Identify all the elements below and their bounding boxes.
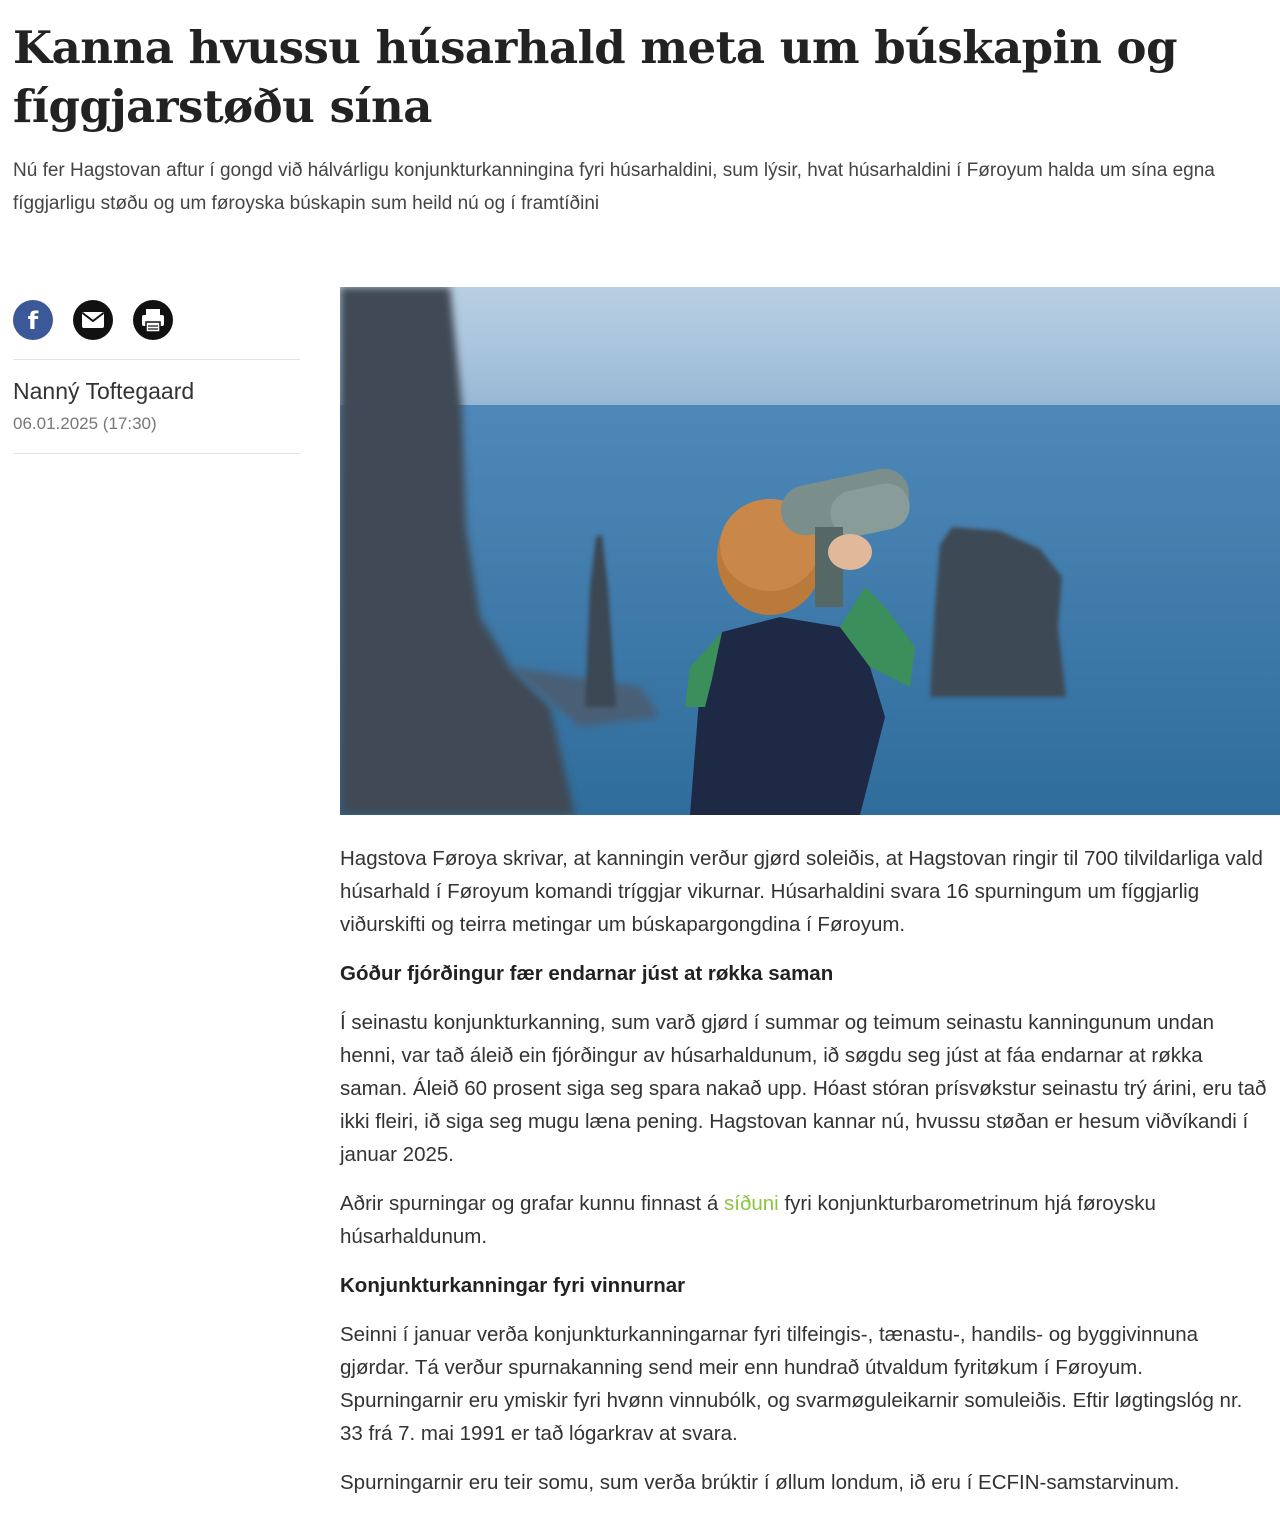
hero-image	[340, 287, 1280, 815]
article-paragraph: Í seinastu konjunkturkanning, sum varð gjørd í summar og teimum seinastu kanningunum undan henni, var tað áleið ein fjórðingur av húsarhaldunum, ið søgdu seg júst at fáa endarnar at røkka saman. Áleið 60 prosent siga seg spara nakað upp. Hóast stóran prísvøkstur seinastu trý árini, eru tað ikki fleiri, ið siga seg mugu læna pening. Hagstovan kannar nú, hvussu støðan er hesum viðvíkandi í januar 2025.	[340, 1011, 1267, 1166]
share-buttons	[13, 299, 300, 340]
article-subheading: Góður fjórðingur fær endarnar júst at røkka saman	[340, 962, 834, 985]
article-subheading: Konjunkturkanningar fyri vinnurnar	[340, 1274, 686, 1297]
envelope-icon	[73, 300, 113, 340]
svg-text:f: f	[27, 306, 39, 335]
source-link[interactable]: síðuni	[724, 1192, 779, 1215]
article-body	[340, 842, 1270, 1515]
sidebar-divider	[13, 359, 300, 360]
paragraph-text: fyri konjunkturbarometrinum hjá føroysku húsarhaldunum.	[340, 1192, 1156, 1248]
facebook-icon	[13, 300, 53, 340]
article-paragraph: Seinni í januar verða konjunkturkanningarnar fyri tilfeingis-, tænastu-, handils- og byggivinnuna gjørdar. Tá verður spurnakanning send meir enn hundrað útvaldum fyritøkum í Føroyum. Spurningarnir eru ymiskir fyri hvønn vinnubólk, og svarmøguleikarnir somuleiðis. Eftir løgtingslóg nr. 33 frá 7. mai 1991 er tað lógarkrav at svara.	[340, 1323, 1243, 1445]
article-paragraph: Spurningarnir eru teir somu, sum verða brúktir í øllum londum, ið eru í ECFIN-samstarvinum.	[340, 1471, 1180, 1494]
article-sidebar	[13, 299, 300, 454]
share-email-button[interactable]	[73, 300, 113, 340]
article-title: Kanna hvussu húsarhald meta um búskapin og fíggjarstøðu sína	[13, 21, 1178, 133]
printer-icon	[133, 300, 173, 340]
article-lead: Nú fer Hagstovan aftur í gongd við hálvárligu konjunkturkanningina fyri húsarhaldini, sum lýsir, hvat húsarhaldini í Føroyum halda um sína egna fíggjarligu støðu og um føroyska búskapin sum heild nú og í framtíðini	[13, 160, 1215, 214]
author-name: Nanný Toftegaard	[13, 378, 195, 404]
print-button[interactable]	[133, 300, 173, 340]
publish-date: 06.01.2025 (17:30)	[13, 414, 157, 433]
sidebar-divider	[13, 453, 300, 454]
paragraph-text: Aðrir spurningar og grafar kunnu finnast á	[340, 1192, 725, 1215]
article-paragraph-with-link	[340, 1187, 1270, 1253]
article-paragraph: Hagstova Føroya skrivar, at kanningin verður gjørd soleiðis, at Hagstovan ringir til 700 tilvildarliga vald húsarhald í Føroyum komandi tríggjar vikurnar. Húsarhaldini svara 16 spurningum um fíggjarlig viðurskifti og teirra metingar um búskapargongdina í Føroyum.	[340, 847, 1263, 936]
share-facebook-button[interactable]	[13, 300, 53, 340]
